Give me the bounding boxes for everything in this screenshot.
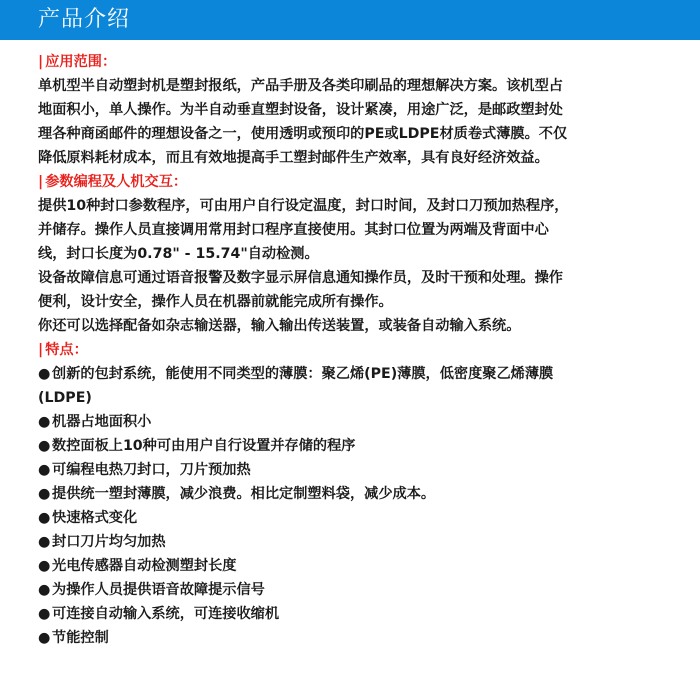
heading-marker: | bbox=[38, 54, 44, 70]
programming-paragraph bbox=[38, 194, 678, 338]
list-item: ● 创新的包封系统，能使用不同类型的薄膜：聚乙烯(PE)薄膜，低密度聚乙烯薄膜 bbox=[38, 362, 678, 386]
bullet-icon: ● bbox=[38, 366, 51, 382]
header-bar bbox=[0, 0, 700, 40]
list-item-continuation: (LDPE) bbox=[38, 390, 92, 406]
bullet-icon: ● bbox=[38, 510, 51, 526]
bullet-icon: ● bbox=[38, 438, 51, 454]
application-paragraph bbox=[38, 74, 678, 170]
list-item: ● 数控面板上10种可由用户自行设置并存储的程序 bbox=[38, 434, 678, 458]
paragraph-line: 并储存。操作人员直接调用常用封口程序直接使用。其封口位置为两端及背面中心 bbox=[38, 222, 549, 238]
section-heading-features: | 特点： bbox=[38, 342, 88, 358]
list-item: ● 可编程电热刀封口，刀片预加热 bbox=[38, 458, 678, 482]
list-item: ● 为操作人员提供语音故障提示信号 bbox=[38, 578, 678, 602]
paragraph-line: 你还可以选择配备如杂志输送器，输入输出传送装置，或装备自动输入系统。 bbox=[38, 318, 521, 334]
page-title: 产品介绍 bbox=[38, 7, 131, 32]
paragraph-line: 单机型半自动塑封机是塑封报纸，产品手册及各类印刷品的理想解决方案。该机型占 bbox=[38, 78, 563, 94]
feature-list bbox=[38, 362, 678, 650]
heading-marker: | bbox=[38, 174, 44, 190]
list-item: ● 可连接自动输入系统，可连接收缩机 bbox=[38, 602, 678, 626]
bullet-icon: ● bbox=[38, 630, 51, 646]
paragraph-line: 线，封口长度为0.78" - 15.74"自动检测。 bbox=[38, 246, 319, 262]
product-description bbox=[38, 50, 678, 650]
paragraph-line: 设备故障信息可通过语音报警及数字显示屏信息通知操作员，及时干预和处理。操作 bbox=[38, 270, 563, 286]
list-item: ● 机器占地面积小 bbox=[38, 410, 678, 434]
list-item: ● 提供统一塑封薄膜，减少浪费。相比定制塑料袋，减少成本。 bbox=[38, 482, 678, 506]
paragraph-line: 理各种商函邮件的理想设备之一，使用透明或预印的PE或LDPE材质卷式薄膜。不仅 bbox=[38, 126, 568, 142]
bullet-icon: ● bbox=[38, 414, 51, 430]
paragraph-line: 地面积小，单人操作。为半自动垂直塑封设备，设计紧凑，用途广泛，是邮政塑封处 bbox=[38, 102, 563, 118]
bullet-icon: ● bbox=[38, 462, 51, 478]
list-item: ● 封口刀片均匀加热 bbox=[38, 530, 678, 554]
bullet-icon: ● bbox=[38, 534, 51, 550]
list-item: ● 快速格式变化 bbox=[38, 506, 678, 530]
section-heading-application: | 应用范围： bbox=[38, 54, 117, 70]
bullet-icon: ● bbox=[38, 606, 51, 622]
bullet-icon: ● bbox=[38, 486, 51, 502]
paragraph-line: 降低原料耗材成本，而且有效地提高手工塑封邮件生产效率，具有良好经济效益。 bbox=[38, 150, 549, 166]
paragraph-line: 便利，设计安全，操作人员在机器前就能完成所有操作。 bbox=[38, 294, 393, 310]
section-heading-programming: | 参数编程及人机交互： bbox=[38, 174, 188, 190]
list-item: ● 节能控制 bbox=[38, 626, 678, 650]
bullet-icon: ● bbox=[38, 558, 51, 574]
paragraph-line: 提供10种封口参数程序，可由用户自行设定温度，封口时间，及封口刀预加热程序， bbox=[38, 198, 569, 214]
list-item: ● 光电传感器自动检测塑封长度 bbox=[38, 554, 678, 578]
bullet-icon: ● bbox=[38, 582, 51, 598]
heading-marker: | bbox=[38, 342, 44, 358]
